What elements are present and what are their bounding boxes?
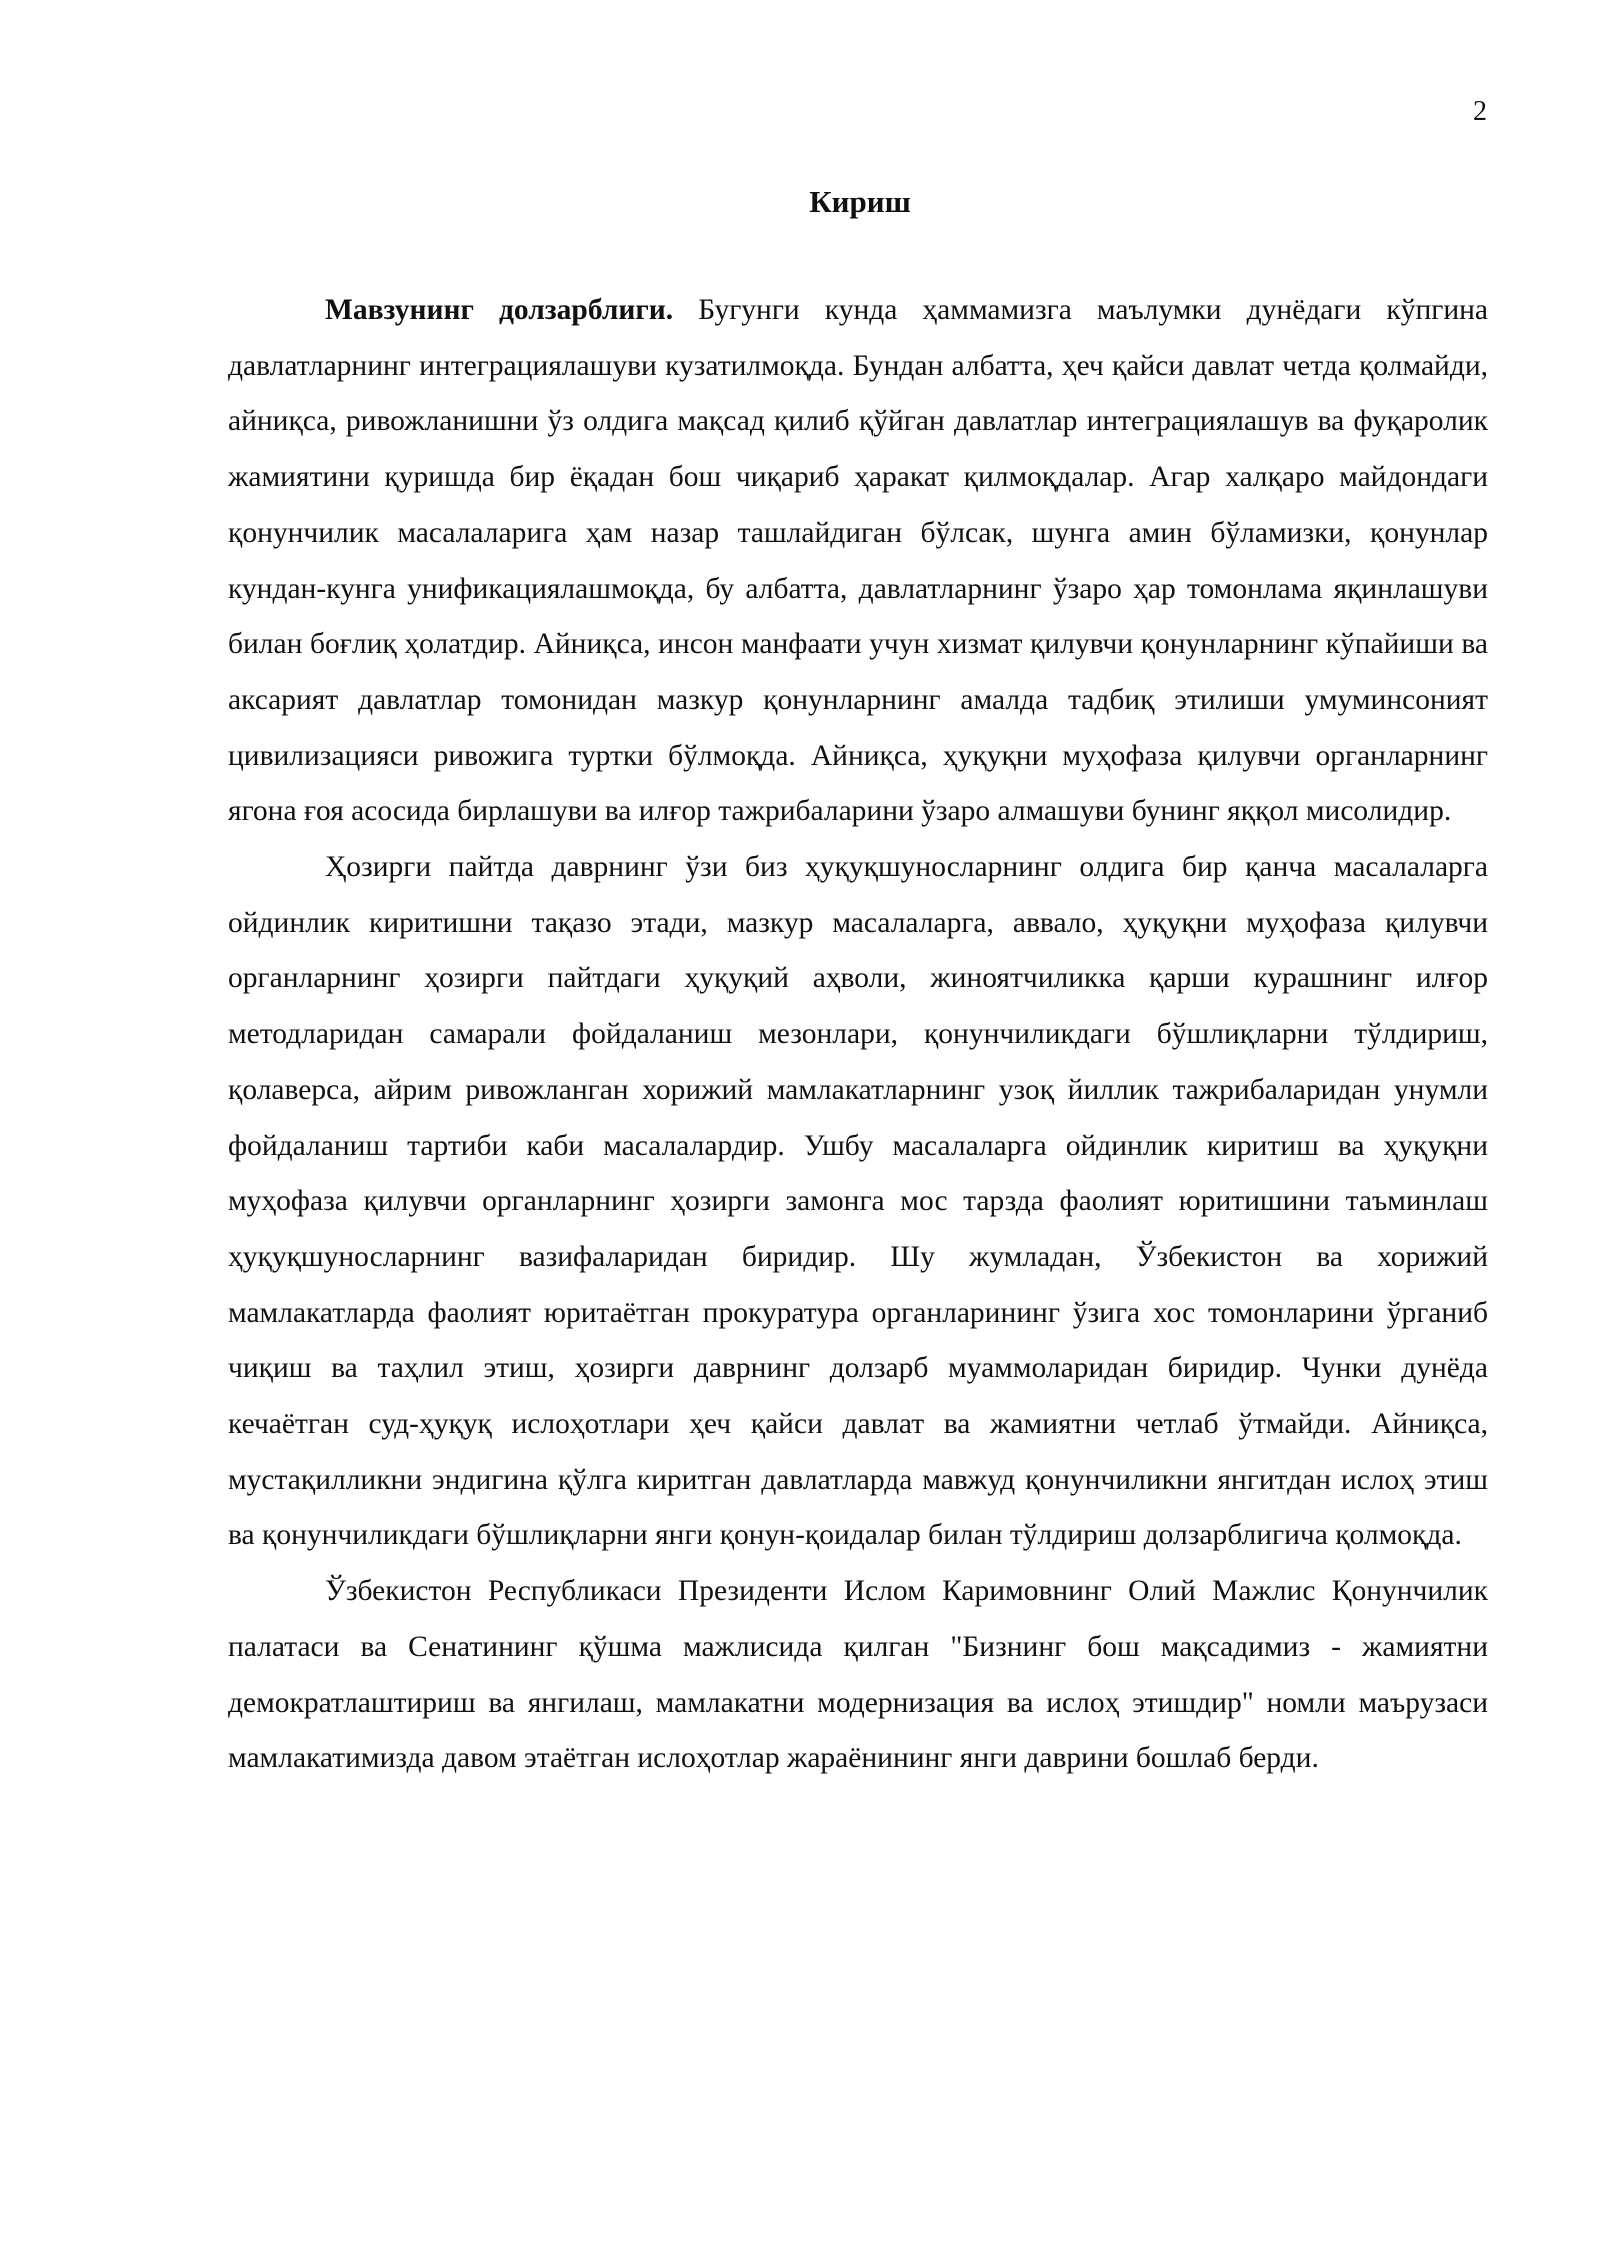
section-title: Кириш — [809, 184, 911, 219]
body-text — [228, 283, 1488, 1787]
paragraph-text: Бугунги кунда ҳаммамизга маълумки дунёдаги кўпгина давлатларнинг интеграциялашуви кузатилмоқда. Бундан албатта, ҳеч қайси давлат четда қолмайди, айниқса, ривожланишни ўз олдига мақсад қилиб қўйган давлатлар интеграциялашув ва фуқаролик жамиятини қуришда бир ёқадан бош чиқариб ҳаракат қилмоқдалар. Агар халқаро майдондаги қонунчилик масалаларига ҳам назар ташлайдиган бўлсак, шунга амин бўламизки, қонунлар кундан-кунга унификациялашмоқда, бу албатта, давлатларнинг ўзаро ҳар томонлама яқинлашуви билан боғлиқ ҳолатдир. Айниқса, инсон манфаати учун хизмат қилувчи қонунларнинг кўпайиши ва аксарият давлатлар томонидан мазкур қонунларнинг амалда тадбиқ этилиши умуминсоният цивилизацияси ривожига туртки бўлмоқда. Айниқса, ҳуқуқни муҳофаза қилувчи органларнинг ягона ғоя асосида бирлашуви ва илғор тажрибаларини ўзаро алмашуви бунинг яққол мисолидир. — [228, 294, 1488, 828]
page-number: 2 — [1473, 96, 1487, 127]
paragraph-current-issues: Ҳозирги пайтда даврнинг ўзи биз ҳуқуқшуносларнинг олдига бир қанча масалаларга ойдинлик киритишни тақазо этади, мазкур масалаларга, аввало, ҳуқуқни муҳофаза қилувчи органларнинг ҳозирги пайтдаги ҳуқуқий аҳволи, жиноятчиликка қарши курашнинг илғор методларидан самарали фойдаланиш мезонлари, қонунчиликдаги бўшлиқларни тўлдириш, қолаверса, айрим ривожланган хорижий мамлакатларнинг узоқ йиллик тажрибаларидан унумли фойдаланиш тартиби каби масалалардир. Ушбу масалаларга ойдинлик киритиш ва ҳуқуқни муҳофаза қилувчи органларнинг ҳозирги замонга мос тарзда фаолият юритишини таъминлаш ҳуқуқшуносларнинг вазифаларидан биридир. Шу жумладан, Ўзбекистон ва хорижий мамлакатларда фаолият юритаётган прокуратура органларининг ўзига хос томонларини ўрганиб чиқиш ва таҳлил этиш, ҳозирги даврнинг долзарб муаммоларидан биридир. Чунки дунёда кечаётган суд-ҳуқуқ ислоҳотлари ҳеч қайси давлат ва жамиятни четлаб ўтмайди. Айниқса, мустақилликни эндигина қўлга киритган давлатларда мавжуд қонунчиликни янгитдан ислоҳ этиш ва қонунчиликдаги бўшлиқларни янги қонун-қоидалар билан тўлдириш долзарблигича қолмоқда. — [228, 851, 1488, 1552]
paragraph-lead-heading: Мавзунинг долзарблиги. — [325, 294, 674, 326]
paragraph-relevance — [228, 283, 1488, 840]
paragraph-president-speech: Ўзбекистон Республикаси Президенти Ислом Каримовнинг Олий Мажлис Қонунчилик палатаси ва Сенатининг қўшма мажлисида қилган "Бизнинг бош мақсадимиз - жамиятни демократлаштириш ва янгилаш, мамлакатни модернизация ва ислоҳ этишдир" номли маърузаси мамлакатимизда давом этаётган ислоҳотлар жараёнининг янги даврини бошлаб берди. — [228, 1575, 1488, 1775]
